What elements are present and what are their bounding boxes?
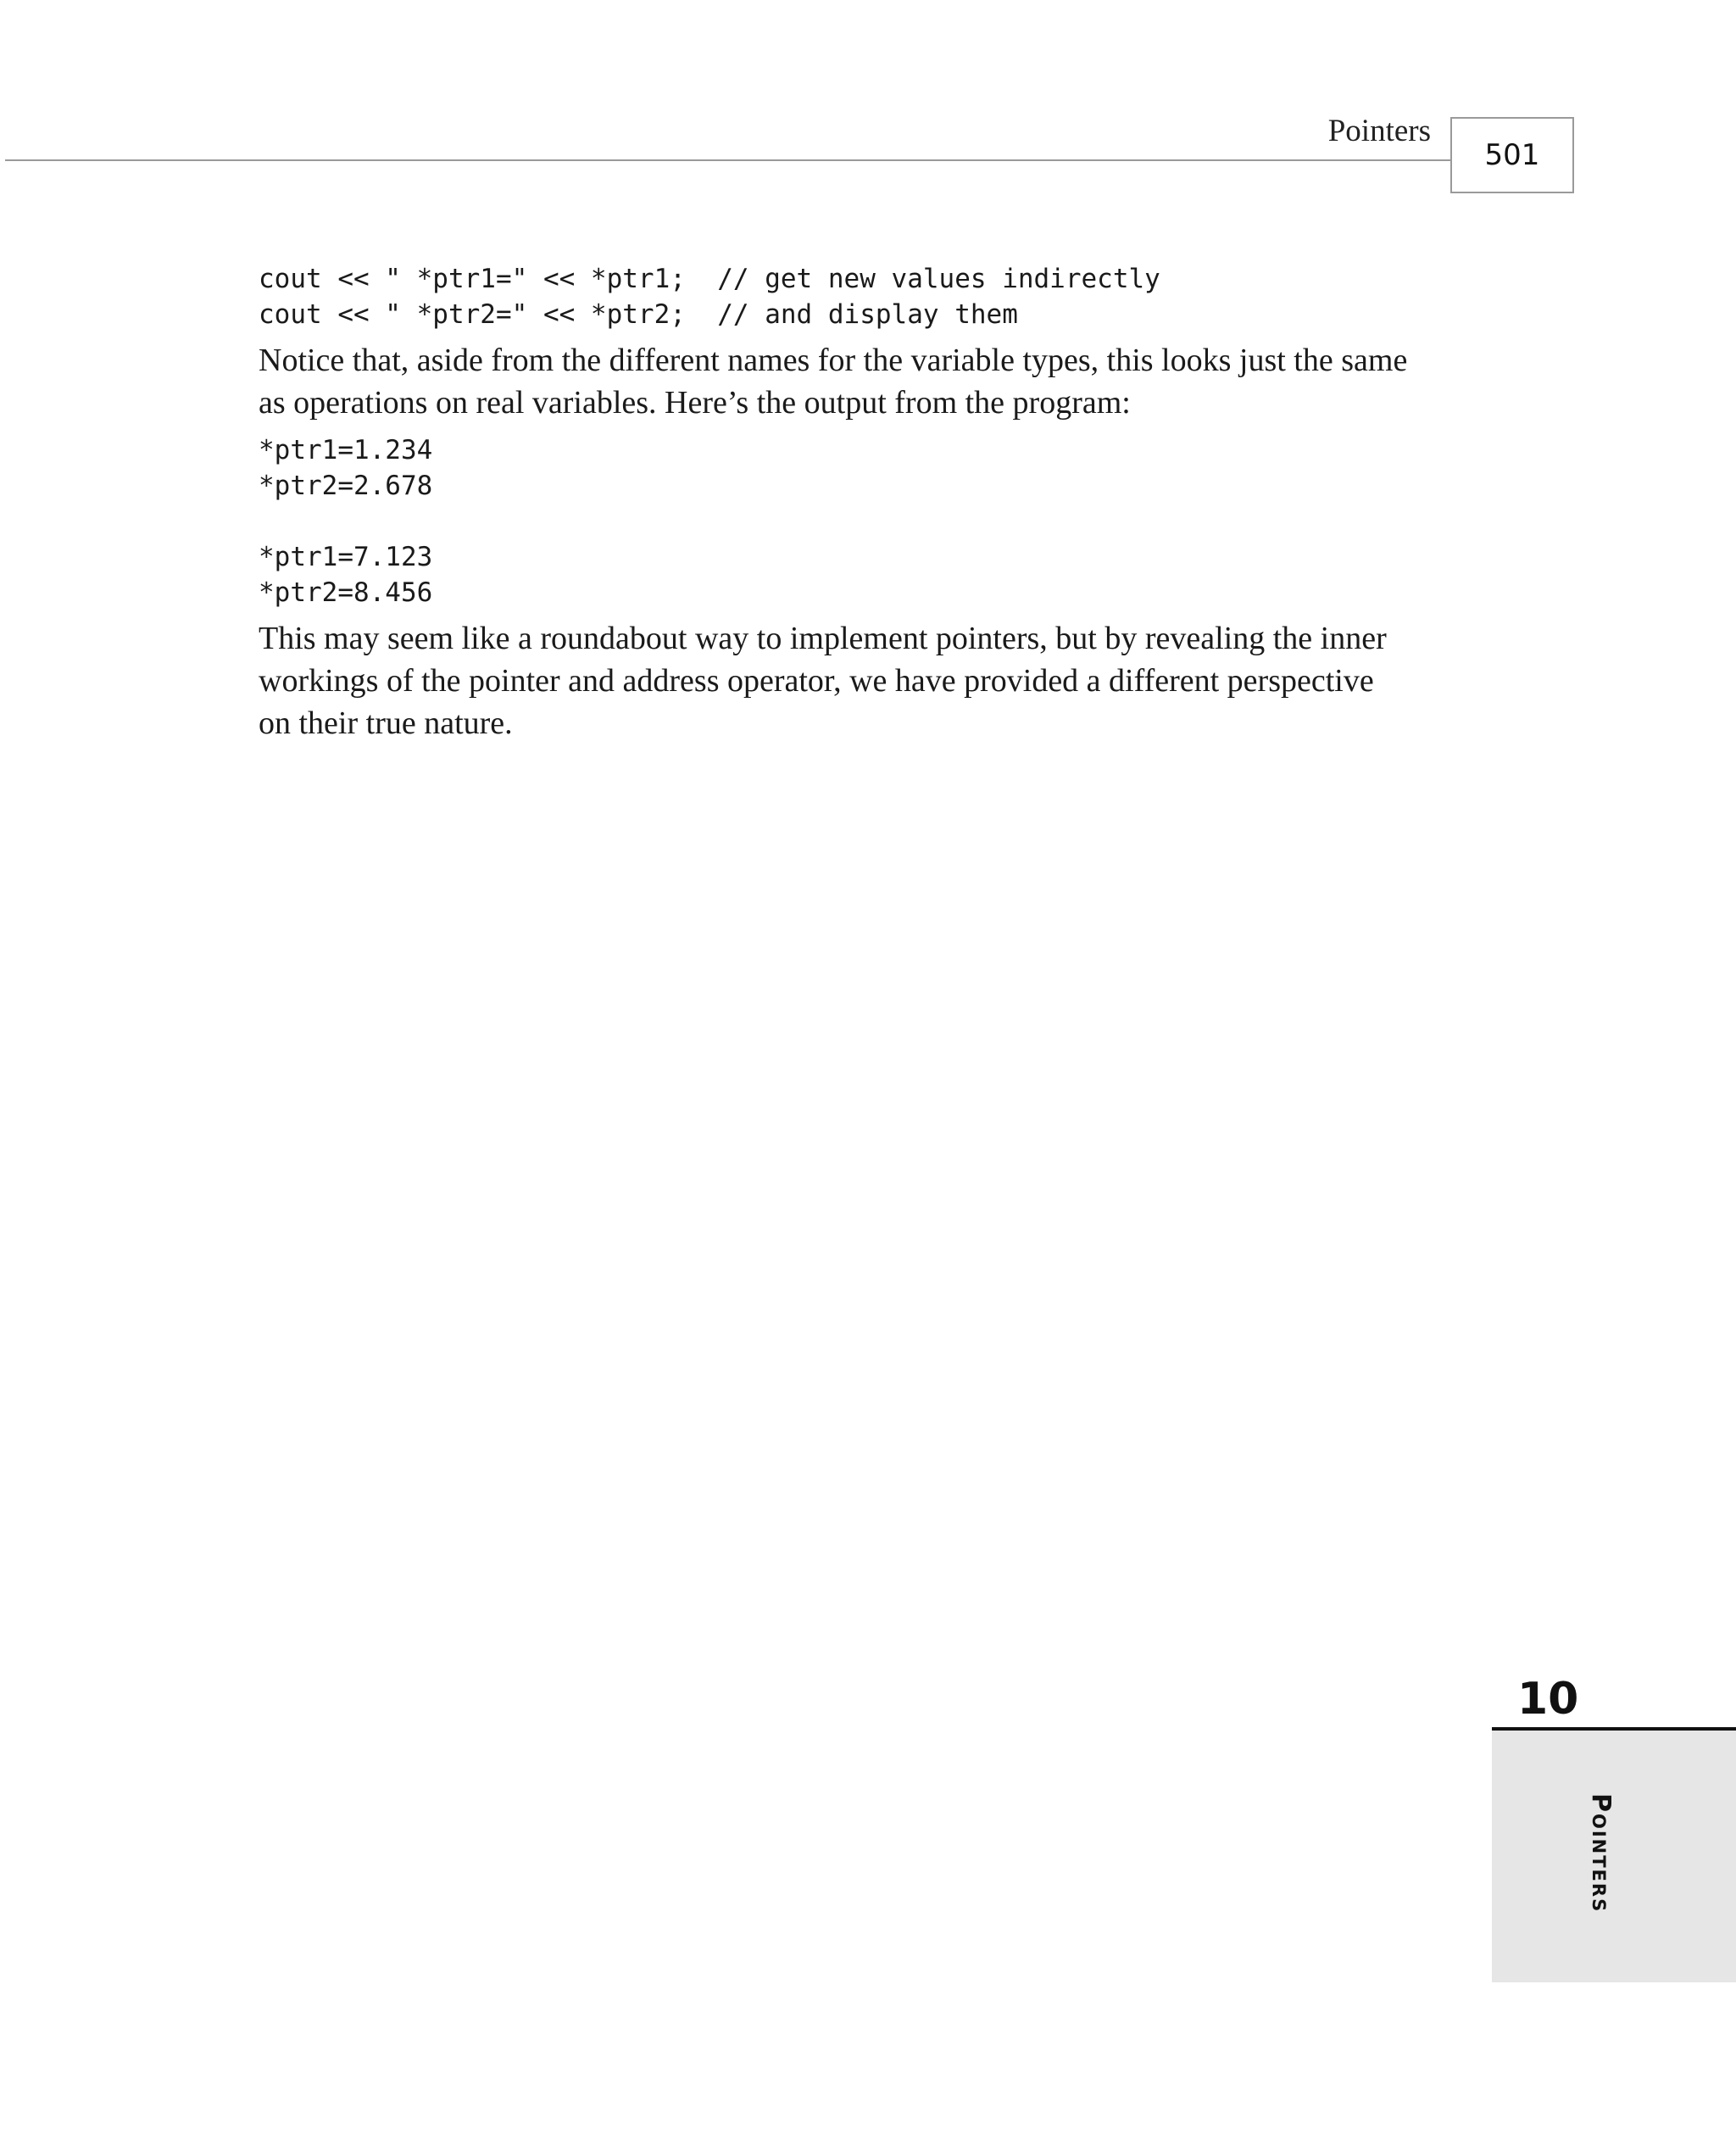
paragraph-line: This may seem like a roundabout way to implement pointers, but by revealing the inner: [259, 621, 1387, 656]
code-line: cout << " *ptr1=" << *ptr1; // get new values indirectly: [259, 264, 1160, 294]
header-rule: [5, 159, 1451, 161]
chapter-number: 10: [1517, 1674, 1579, 1725]
code-line: cout << " *ptr2=" << *ptr2; // and display them: [259, 299, 1018, 330]
page-content: [259, 261, 1445, 744]
paragraph-line: as operations on real variables. Here’s the output from the program:: [259, 385, 1131, 421]
output-blank-line: [259, 504, 1445, 539]
paragraph-line: Notice that, aside from the different names for the variable types, this looks just the same: [259, 343, 1408, 378]
paragraph-line: on their true nature.: [259, 705, 513, 741]
body-paragraph: [259, 339, 1445, 424]
paragraph-line: workings of the pointer and address operator, we have provided a different perspective: [259, 663, 1374, 699]
running-head-title: Pointers: [1327, 114, 1431, 148]
page-number-box: [1450, 117, 1574, 193]
body-paragraph: [259, 617, 1445, 744]
output-line: *ptr2=2.678: [259, 471, 433, 501]
code-block: [259, 261, 1445, 332]
page-number: 501: [1484, 138, 1540, 172]
output-line: *ptr1=7.123: [259, 542, 433, 572]
program-output-block: [259, 432, 1445, 610]
chapter-tab-label: Pointers: [1586, 1793, 1616, 1914]
output-line: *ptr2=8.456: [259, 577, 433, 608]
output-line: *ptr1=1.234: [259, 435, 433, 465]
